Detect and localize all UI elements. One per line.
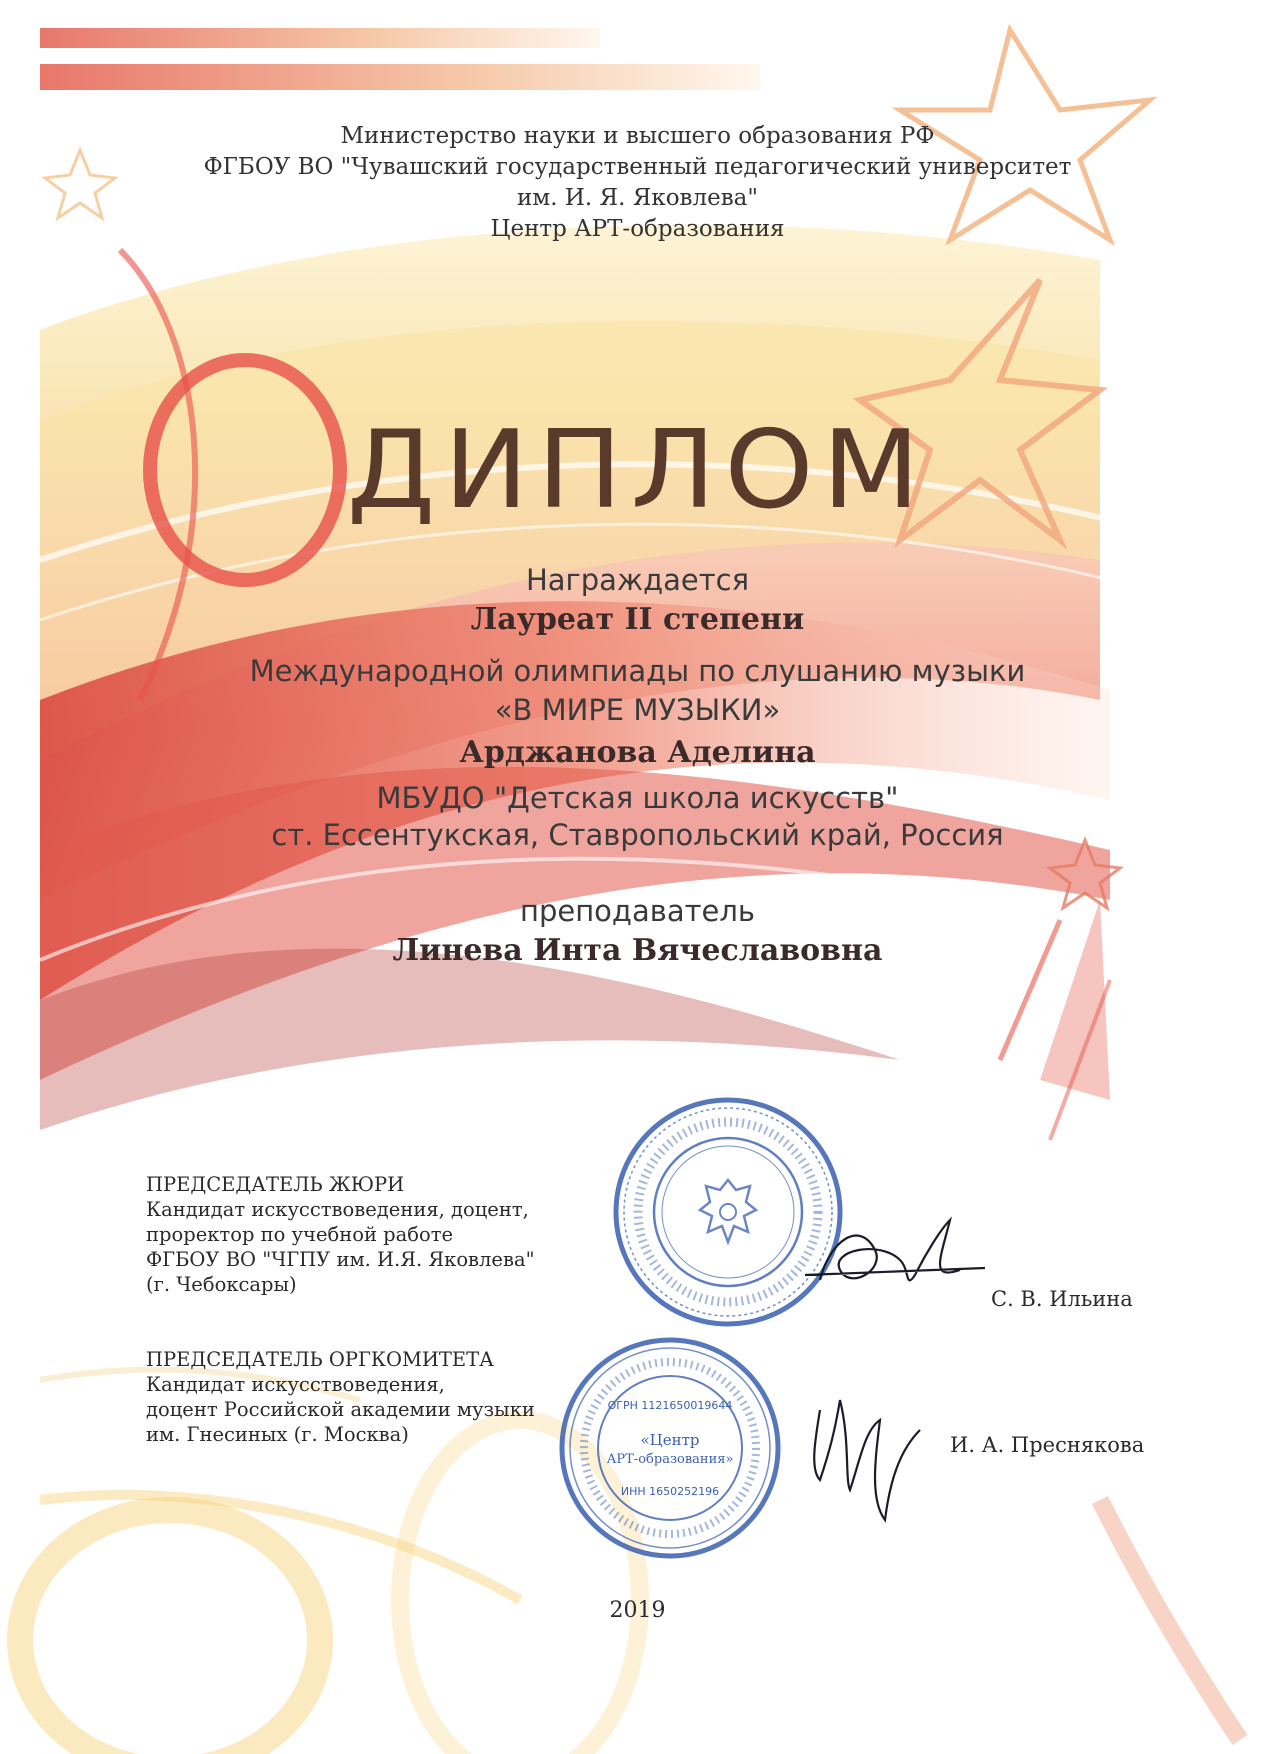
- jury-chair-title: ПРЕДСЕДАТЕЛЬ ЖЮРИ: [146, 1173, 405, 1196]
- teacher-name: Линева Инта Вячеславовна: [392, 933, 883, 968]
- stamp-center-line1: «Центр: [640, 1431, 700, 1449]
- jury-chair-line3: ФГБОУ ВО "ЧГПУ им. И.Я. Яковлева": [146, 1248, 535, 1271]
- header-university: ФГБОУ ВО "Чувашский государственный педагогический университет: [203, 154, 1072, 180]
- committee-chair-line3: им. Гнесиных (г. Москва): [146, 1423, 409, 1446]
- jury-chair-signer: С. В. Ильина: [991, 1287, 1133, 1311]
- award-intro: Награждается: [525, 563, 750, 597]
- eagle-emblem-icon: [700, 1180, 756, 1242]
- event-name-line1: Международной олимпиады по слушанию музыки: [249, 654, 1026, 688]
- jury-chair-block: [146, 1172, 566, 1297]
- teacher-label: преподаватель: [520, 894, 755, 928]
- recipient-location: ст. Ессентукская, Ставропольский край, Россия: [271, 818, 1004, 852]
- stamp-inn: ИНН 1650252196: [620, 1485, 720, 1498]
- committee-chair-signer: И. А. Преснякова: [950, 1433, 1145, 1457]
- recipient-name: Арджанова Аделина: [459, 735, 816, 770]
- stamp-ogrn: ОГРН 1121650019644: [607, 1399, 733, 1412]
- jury-chair-line1: Кандидат искусствоведения, доцент,: [146, 1198, 529, 1221]
- committee-chair-block: [146, 1347, 566, 1447]
- diploma-year: 2019: [609, 1598, 666, 1623]
- jury-chair-line4: (г. Чебоксары): [146, 1273, 297, 1296]
- committee-chair-line2: доцент Российской академии музыки: [146, 1398, 535, 1421]
- recipient-school: МБУДО "Детская школа искусств": [376, 781, 899, 815]
- jury-chair-line2: проректор по учебной работе: [146, 1223, 454, 1246]
- stamp-center-line2: АРТ-образования»: [606, 1452, 734, 1467]
- jury-chair-signature: [800, 1200, 990, 1320]
- event-name-line2: «В МИРЕ МУЗЫКИ»: [494, 693, 781, 727]
- diploma-title: ДИПЛОМ: [346, 408, 929, 533]
- header-university-name: им. И. Я. Яковлева": [517, 185, 758, 211]
- header-ministry: Министерство науки и высшего образования РФ: [340, 123, 935, 149]
- art-center-stamp: [555, 1333, 785, 1563]
- award-degree: Лауреат II степени: [470, 602, 805, 637]
- committee-chair-title: ПРЕДСЕДАТЕЛЬ ОРГКОМИТЕТА: [146, 1348, 494, 1371]
- committee-chair-line1: Кандидат искусствоведения,: [146, 1373, 445, 1396]
- committee-chair-signature: [790, 1370, 940, 1530]
- header-center: Центр АРТ-образования: [490, 216, 785, 242]
